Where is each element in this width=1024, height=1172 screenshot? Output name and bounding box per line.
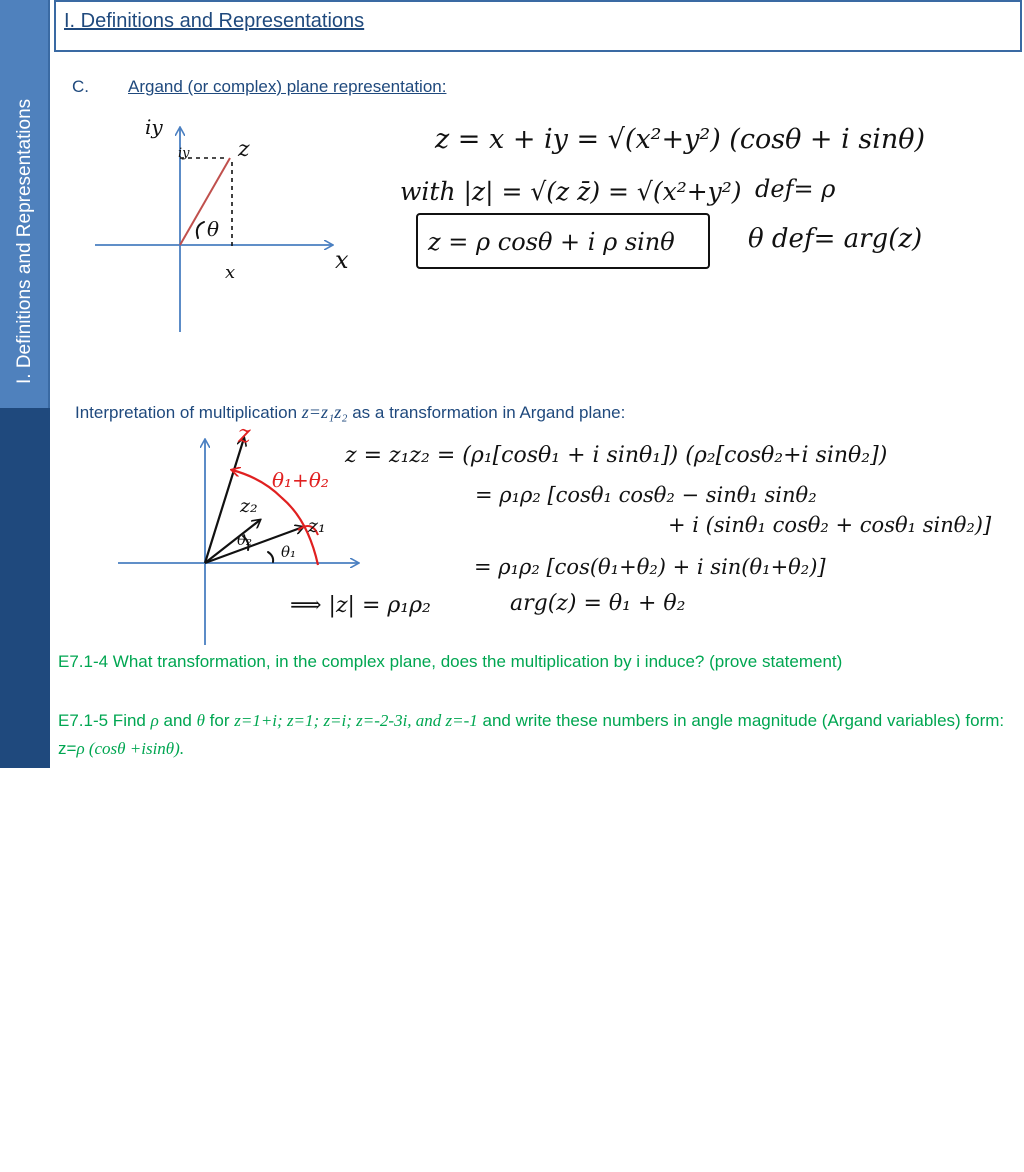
theta1-label: θ₁ bbox=[281, 543, 297, 561]
equations-bottom bbox=[290, 443, 992, 618]
z1-label: z₁ bbox=[308, 515, 326, 537]
eq-boxed-form: z = ρ cosθ + i ρ sinθ bbox=[428, 228, 675, 256]
equations-top bbox=[400, 124, 925, 268]
eq-expanded-imag: + i (sinθ₁ cosθ₂ + cosθ₁ sinθ₂)] bbox=[668, 513, 992, 537]
tick-x-label: x bbox=[225, 262, 236, 283]
angle-arc-top bbox=[197, 222, 204, 238]
ex2-rho: ρ bbox=[150, 711, 159, 730]
eq-product: z = z₁z₂ = (ρ₁[cosθ₁ + i sinθ₁]) (ρ₂[cosθ₂+i sinθ₂]) bbox=[345, 443, 888, 468]
eq-arg-def: θ def= arg(z) bbox=[748, 224, 923, 254]
z2-label: z₂ bbox=[240, 495, 258, 517]
eq-modulus-result: ⟹ |z| = ρ₁ρ₂ bbox=[290, 593, 431, 618]
section-letter: C. bbox=[72, 77, 89, 96]
eq-rho-def: def= ρ bbox=[755, 175, 836, 203]
axis-x-label: x bbox=[335, 246, 349, 274]
interp-text-after: as a transformation in Argand plane: bbox=[347, 403, 626, 422]
sum-angle-label: θ₁+θ₂ bbox=[272, 468, 329, 492]
ex2-and: and bbox=[158, 711, 197, 730]
sidebar-course-label: PHY 301: MATH AND NUM TECH bbox=[14, 914, 33, 1172]
eq-modulus: with |z| = √(z z̄) = √(x²+y²) bbox=[400, 177, 742, 206]
page-title: I. Definitions and Representations bbox=[64, 10, 365, 32]
sidebar-section-label: I. Definitions and Representations bbox=[14, 98, 35, 384]
section-heading: Argand (or complex) plane representation: bbox=[128, 77, 447, 96]
ex2-form: ρ (cosθ +isinθ). bbox=[76, 739, 185, 758]
interp-formula: z=z₁z₂ bbox=[301, 402, 348, 422]
point-z-label: z bbox=[238, 137, 250, 162]
vector-z bbox=[180, 158, 230, 245]
ex2-rest: and write these numbers in angle magnitude (Argand variables) form: z= bbox=[58, 711, 1005, 758]
ex2-theta: θ bbox=[196, 711, 205, 730]
exercise-7-1-5 bbox=[58, 707, 1018, 763]
axis-y-label: iy bbox=[145, 115, 163, 139]
exercise-7-1-4: E7.1-4 What transformation, in the complex plane, does the multiplication by i induce? (prove statement) bbox=[58, 652, 843, 671]
interp-text-before: Interpretation of multiplication bbox=[75, 403, 302, 422]
argand-diagram-top bbox=[95, 115, 349, 332]
theta2-label: θ₂ bbox=[237, 531, 253, 549]
angle-arc-theta1 bbox=[268, 552, 273, 562]
tick-y-label: iy bbox=[178, 146, 190, 161]
eq-combined: = ρ₁ρ₂ [cos(θ₁+θ₂) + i sin(θ₁+θ₂)] bbox=[474, 555, 826, 579]
ex2-values: z=1+i; z=1; z=i; z=-2-3i, and z=-1 bbox=[234, 711, 478, 730]
angle-theta-label: θ bbox=[207, 217, 220, 241]
eq-expanded-real: = ρ₁ρ₂ [cosθ₁ cosθ₂ − sinθ₁ sinθ₂ bbox=[475, 483, 817, 507]
eq-polar-form: z = x + iy = √(x²+y²) (cosθ + i sinθ) bbox=[435, 124, 926, 155]
z-product-label: z bbox=[238, 420, 251, 448]
eq-arg-result: arg(z) = θ₁ + θ₂ bbox=[510, 591, 686, 616]
ex2-intro: E7.1-5 Find bbox=[58, 711, 151, 730]
ex2-for: for bbox=[204, 711, 235, 730]
